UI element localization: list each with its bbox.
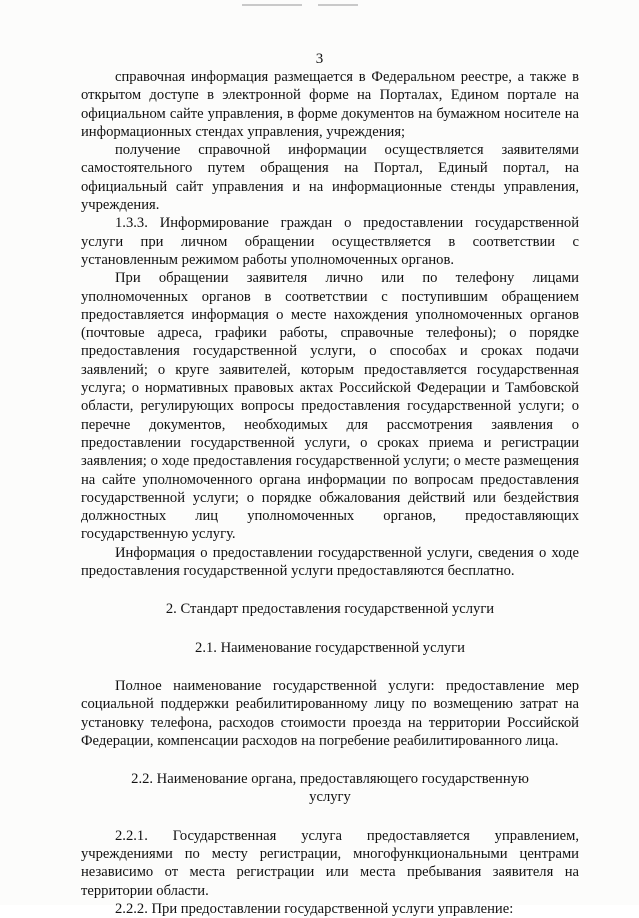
paragraph: получение справочной информации осуществляется заявителями самостоятельного путем обращения на Портал, Единый портал, на официальный сайт управления и на информационные стенды управления, учреждения. xyxy=(81,142,579,214)
subsection-heading-line2: услугу xyxy=(309,789,351,806)
scan-edge-mark xyxy=(318,4,358,6)
subsection-heading: 2.1. Наименование государственной услуги xyxy=(195,639,465,656)
paragraph: 2.2.1. Государственная услуга предоставляется управлением, учреждениями по месту регистрации, многофункциональными центрами независимо от места регистрации или места пребывания заявителя на территории области. xyxy=(81,827,579,899)
paragraph: справочная информация размещается в Федеральном реестре, а также в открытом доступе в электронной форме на Порталах, Едином портале на официальном сайте управления, в форме документов на бумажном носителе на информационных стендах управления, учреждения; xyxy=(81,69,579,140)
subsection-heading-line1: 2.2. Наименование органа, предоставляющего государственную xyxy=(131,771,529,788)
section-heading: 2. Стандарт предоставления государственной услуги xyxy=(165,601,495,618)
paragraph: При обращении заявителя лично или по телефону лицами уполномоченных органов в соответствии с поступившим обращением предоставляется информация о месте нахождения уполномоченных органов (почтовые адреса, графики работы, справочные телефоны); о порядке предоставления государственной услуги, о способах и сроках подачи заявлений; о круге заявителей, которым предоставляется государственная услуга; о нормативных правовых актах Российской Федерации и Тамбовской области, регулирующих вопросы предоставления государственной услуги; о перечне документов, необходимых для рассмотрения заявления о предоставлении государственной услуги, о сроках приема и регистрации заявления; о ходе предоставления государственной услуги; о месте размещения на сайте уполномоченного органа информации по вопросам предоставления государственной услуги; о порядке обжалования действий или бездействия должностных лиц уполномоченных органов, предоставляющих государственную услугу. xyxy=(81,270,579,543)
paragraph: 1.3.3. Информирование граждан о предоставлении государственной услуги при личном обращении осуществляется в соответствии с установленным режимом работы уполномоченных органов. xyxy=(81,215,579,268)
paragraph: Информация о предоставлении государственной услуги, сведения о ходе предоставления государственной услуги предоставляются бесплатно. xyxy=(81,544,579,580)
paragraph: Полное наименование государственной услуги: предоставление мер социальной поддержки реабилитированному лицу по возмещению затрат на установку телефона, расходов стоимости проезда на территории Российской Федерации, компенсации расходов на погребение реабилитированного лица. xyxy=(81,677,579,749)
paragraph: 2.2.2. При предоставлении государственной услуги управление: xyxy=(115,900,514,917)
document-body xyxy=(81,68,579,918)
scan-edge-mark xyxy=(242,4,302,6)
page-number: 3 xyxy=(315,51,324,67)
